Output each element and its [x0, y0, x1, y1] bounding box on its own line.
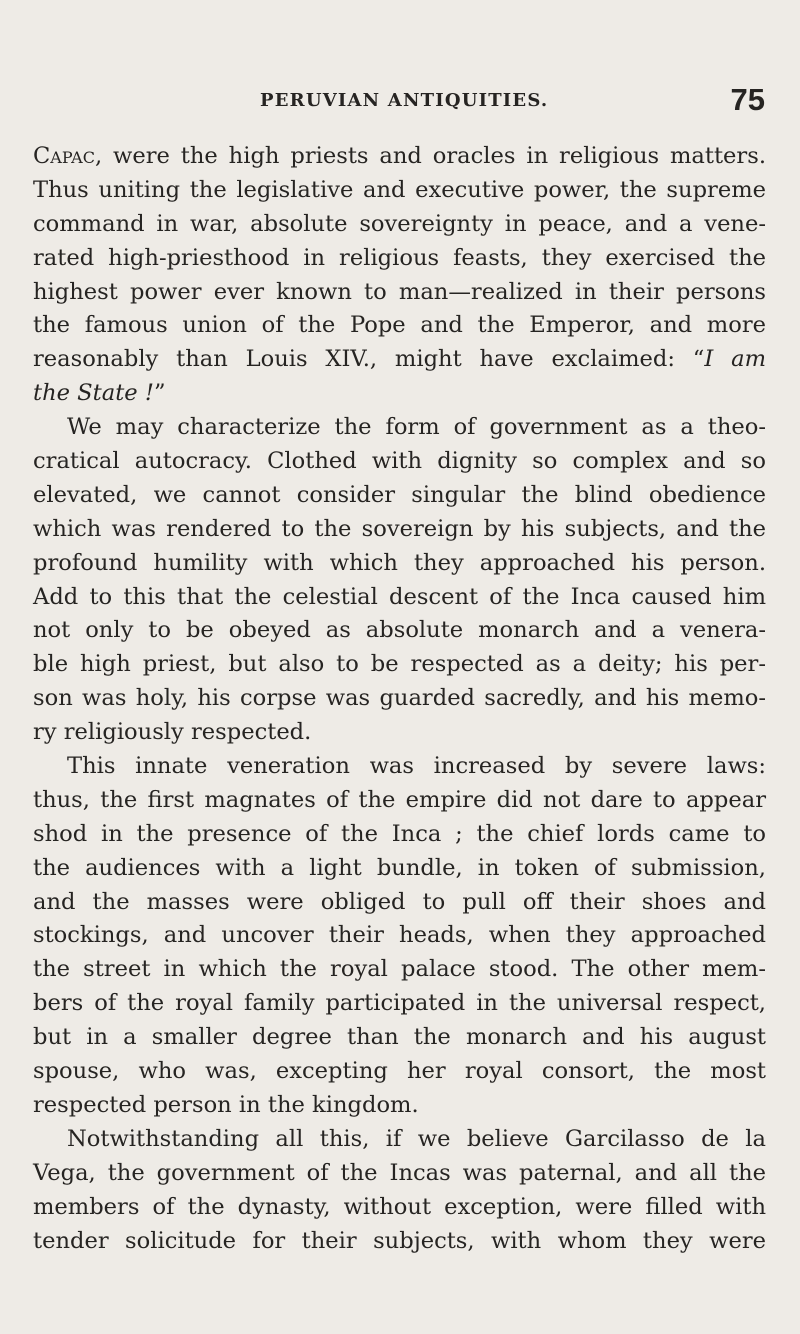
text-line: profound humility with which they approached his person. [33, 549, 766, 576]
text-line: which was rendered to the sovereign by his subjects, and the [33, 515, 766, 542]
text-line: the famous union of the Pope and the Emperor, and more [33, 312, 766, 339]
italic-text: I am [704, 346, 766, 373]
text-line: not only to be obeyed as absolute monarch and a venera- [33, 617, 766, 644]
text-line: son was holy, his corpse was guarded sacredly, and his memo- [33, 685, 766, 712]
text-line: ry religiously respected. [33, 719, 312, 746]
text-line: thus, the first magnates of the empire did not dare to appear [33, 786, 766, 813]
text-line: command in war, absolute sovereignty in peace, and a vene- [33, 210, 766, 237]
text-line [33, 377, 766, 411]
text-fragment: ” [153, 380, 166, 407]
text-line: shod in the presence of the Inca ; the chief lords came to [33, 820, 766, 847]
text-line: the street in which the royal palace stood. The other mem- [33, 956, 766, 983]
text-line: cratical autocracy. Clothed with dignity so complex and so [33, 448, 766, 475]
text-line: respected person in the kingdom. [33, 1091, 419, 1118]
text-line: Thus uniting the legislative and executive power, the supreme [33, 176, 766, 203]
text-line: tender solicitude for their subjects, with whom they were [33, 1227, 766, 1254]
text-line: and the masses were obliged to pull off their shoes and [33, 888, 766, 915]
text-fragment: reasonably than Louis XIV., might have exclaimed: “ [33, 346, 705, 373]
text-line [33, 343, 766, 377]
page-header [35, 82, 765, 122]
text-fragment: , were the high priests and oracles in religious matters. [94, 143, 766, 169]
italic-text: the State ! [33, 380, 154, 407]
text-line: highest power ever known to man—realized in their persons [33, 278, 766, 305]
page-number: 75 [730, 82, 765, 117]
text-line: bers of the royal family participated in the universal respect, [33, 990, 766, 1017]
text-line: This innate veneration was increased by severe laws: [67, 753, 766, 780]
body-text [33, 140, 766, 1258]
text-line: spouse, who was, excepting her royal consort, the most [33, 1058, 766, 1085]
text-line: the audiences with a light bundle, in token of submission, [33, 854, 766, 881]
text-line: Notwithstanding all this, if we believe Garcilasso de la [67, 1125, 766, 1152]
text-line: Add to this that the celestial descent of the Inca caused him [33, 583, 766, 610]
text-line: stockings, and uncover their heads, when they approached [33, 922, 766, 949]
text-line: Vega, the government of the Incas was paternal, and all the [33, 1159, 766, 1186]
small-caps-word: Capac [33, 143, 95, 169]
text-line: ble high priest, but also to be respected as a deity; his per- [33, 651, 766, 678]
text-line: elevated, we cannot consider singular the blind obedience [33, 481, 766, 508]
text-line: but in a smaller degree than the monarch and his august [33, 1024, 766, 1051]
text-line [33, 140, 766, 174]
text-line: rated high-priesthood in religious feasts, they exercised the [33, 244, 766, 271]
text-line: We may characterize the form of government as a theo- [67, 414, 766, 441]
text-line: members of the dynasty, without exception, were filled with [33, 1193, 766, 1220]
running-head: PERUVIAN ANTIQUITIES. [260, 90, 549, 111]
